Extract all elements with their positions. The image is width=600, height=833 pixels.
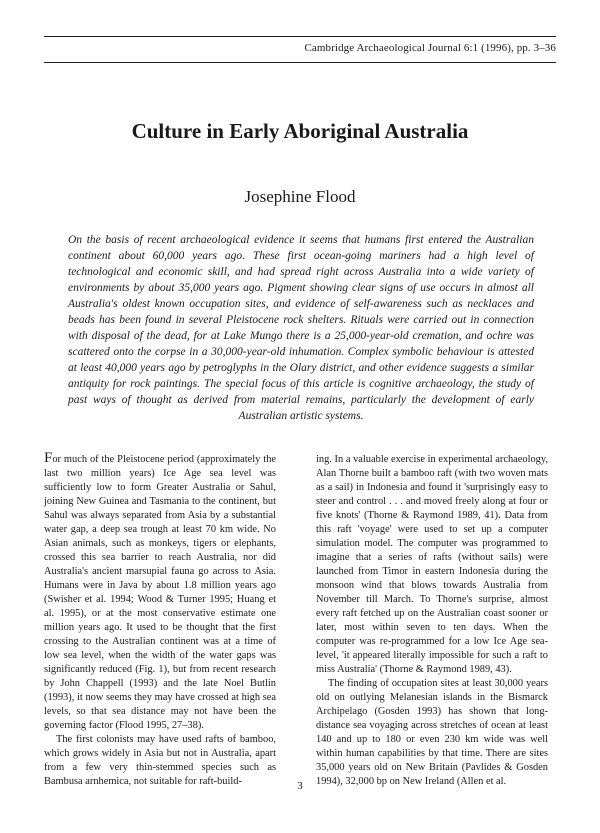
- running-head: Cambridge Archaeological Journal 6:1 (1996), pp. 3–36: [304, 42, 556, 54]
- body-column-right: [316, 453, 548, 789]
- paragraph-1-text: or much of the Pleistocene period (approximately the last two million years) Ice Age sea level was sufficiently low to form Greater Australia or Sahul, joining New Guinea and Tasmania to the continent, but Sahul was always separated from Asia by a substantial water gap, a deep sea trough at least 70 km wide. No Asian animals, such as monkeys, tigers or elephants, crossed this sea barrier to reach Australia, nor did Australia's ancient marsupial fauna go across to Asia. Humans were in Java by about 1.8 million years ago (Swisher et al. 1994; Wood & Turner 1995; Huang et al. 1995), or at the most conservative estimate one million years ago. It used to be thought that the first crossing to the Australian continent was at a time of low sea level, when the width of the water gaps was significantly reduced (Fig. 1), but from recent research by John Chappell (1993) and the late Noel Butlin (1993), it now seems they may have crossed at high sea levels, so that sea distance may not have been the governing factor (Flood 1995, 27–38).: [44, 454, 276, 731]
- author-name: Josephine Flood: [244, 187, 356, 206]
- abstract: On the basis of recent archaeological evidence it seems that humans first entered the Australian continent about 60,000 years ago. These first ocean-going mariners had a high level of technological and economic skill, and had spread right across Australia into a wide variety of environments by about 35,000 years ago. Pigment showing clear signs of use occurs in almost all Australia's oldest known occupation sites, and evidence of self-awareness such as necklaces and beads has been found in several Pleistocene rock shelters. Rituals were carried out in connection with disposal of the dead, for at Lake Mungo there is a 25,000-year-old cremation, and ochre was scattered onto the corpse in a 30,000-year-old inhumation. Complex symbolic behaviour is attested at least 40,000 years ago by petroglyphs in the Olary district, and other evidence suggests a similar antiquity for rock paintings. The special focus of this article is cognitive archaeology, the study of past ways of thought as derived from material remains, particularly the development of early Australian artistic systems.: [68, 234, 534, 422]
- article-title: Culture in Early Aboriginal Australia: [131, 119, 469, 143]
- body-column-left: [44, 450, 276, 789]
- drop-cap: F: [44, 450, 53, 466]
- page-number: 3: [297, 780, 303, 792]
- paragraph-2: The first colonists may have used rafts of bamboo, which grows widely in Asia but not in Australia, apart from a few very thin-stemmed species such as Bambusa arnhemica, not suitable for raft-build-: [44, 734, 276, 787]
- header-rule-bottom: [44, 62, 556, 63]
- paragraph-3: ing. In a valuable exercise in experimental archaeology, Alan Thorne built a bamboo raft (with two woven mats as a sail) in Indonesia and found it 'surprisingly easy to steer and control . . . and moved freely along at four or five knots' (Thorne & Raymond 1989, 41). Data from this raft 'voyage' were used to set up a computer simulation model. The computer was programmed to imagine that a series of rafts (without sails) were launched from Timor in eastern Indonesia during the monsoon wind that blows towards Australia from November till March. To Thorne's surprise, almost every raft fetched up on the Australian coast sooner or later, most within seven to ten days. When the computer was re-programmed for a low Ice Age sea-level, 'it appeared literally impossible for such a raft to miss Australia' (Thorne & Raymond 1989, 43).: [316, 454, 548, 675]
- header-rule-top: [44, 36, 556, 37]
- paragraph-4: The finding of occupation sites at least 30,000 years old on outlying Melanesian islands in the Bismarck Archipelago (Gosden 1993) has shown that long-distance sea voyaging across stretches of ocean at least 140 and up to 180 or even 230 km wide was well within human capabilities by that time. There are sites 35,000 years old on New Britain (Pavlides & Gosden 1994), 32,000 bp on New Ireland (Allen et al.: [316, 678, 548, 787]
- paragraph-1: [44, 450, 276, 733]
